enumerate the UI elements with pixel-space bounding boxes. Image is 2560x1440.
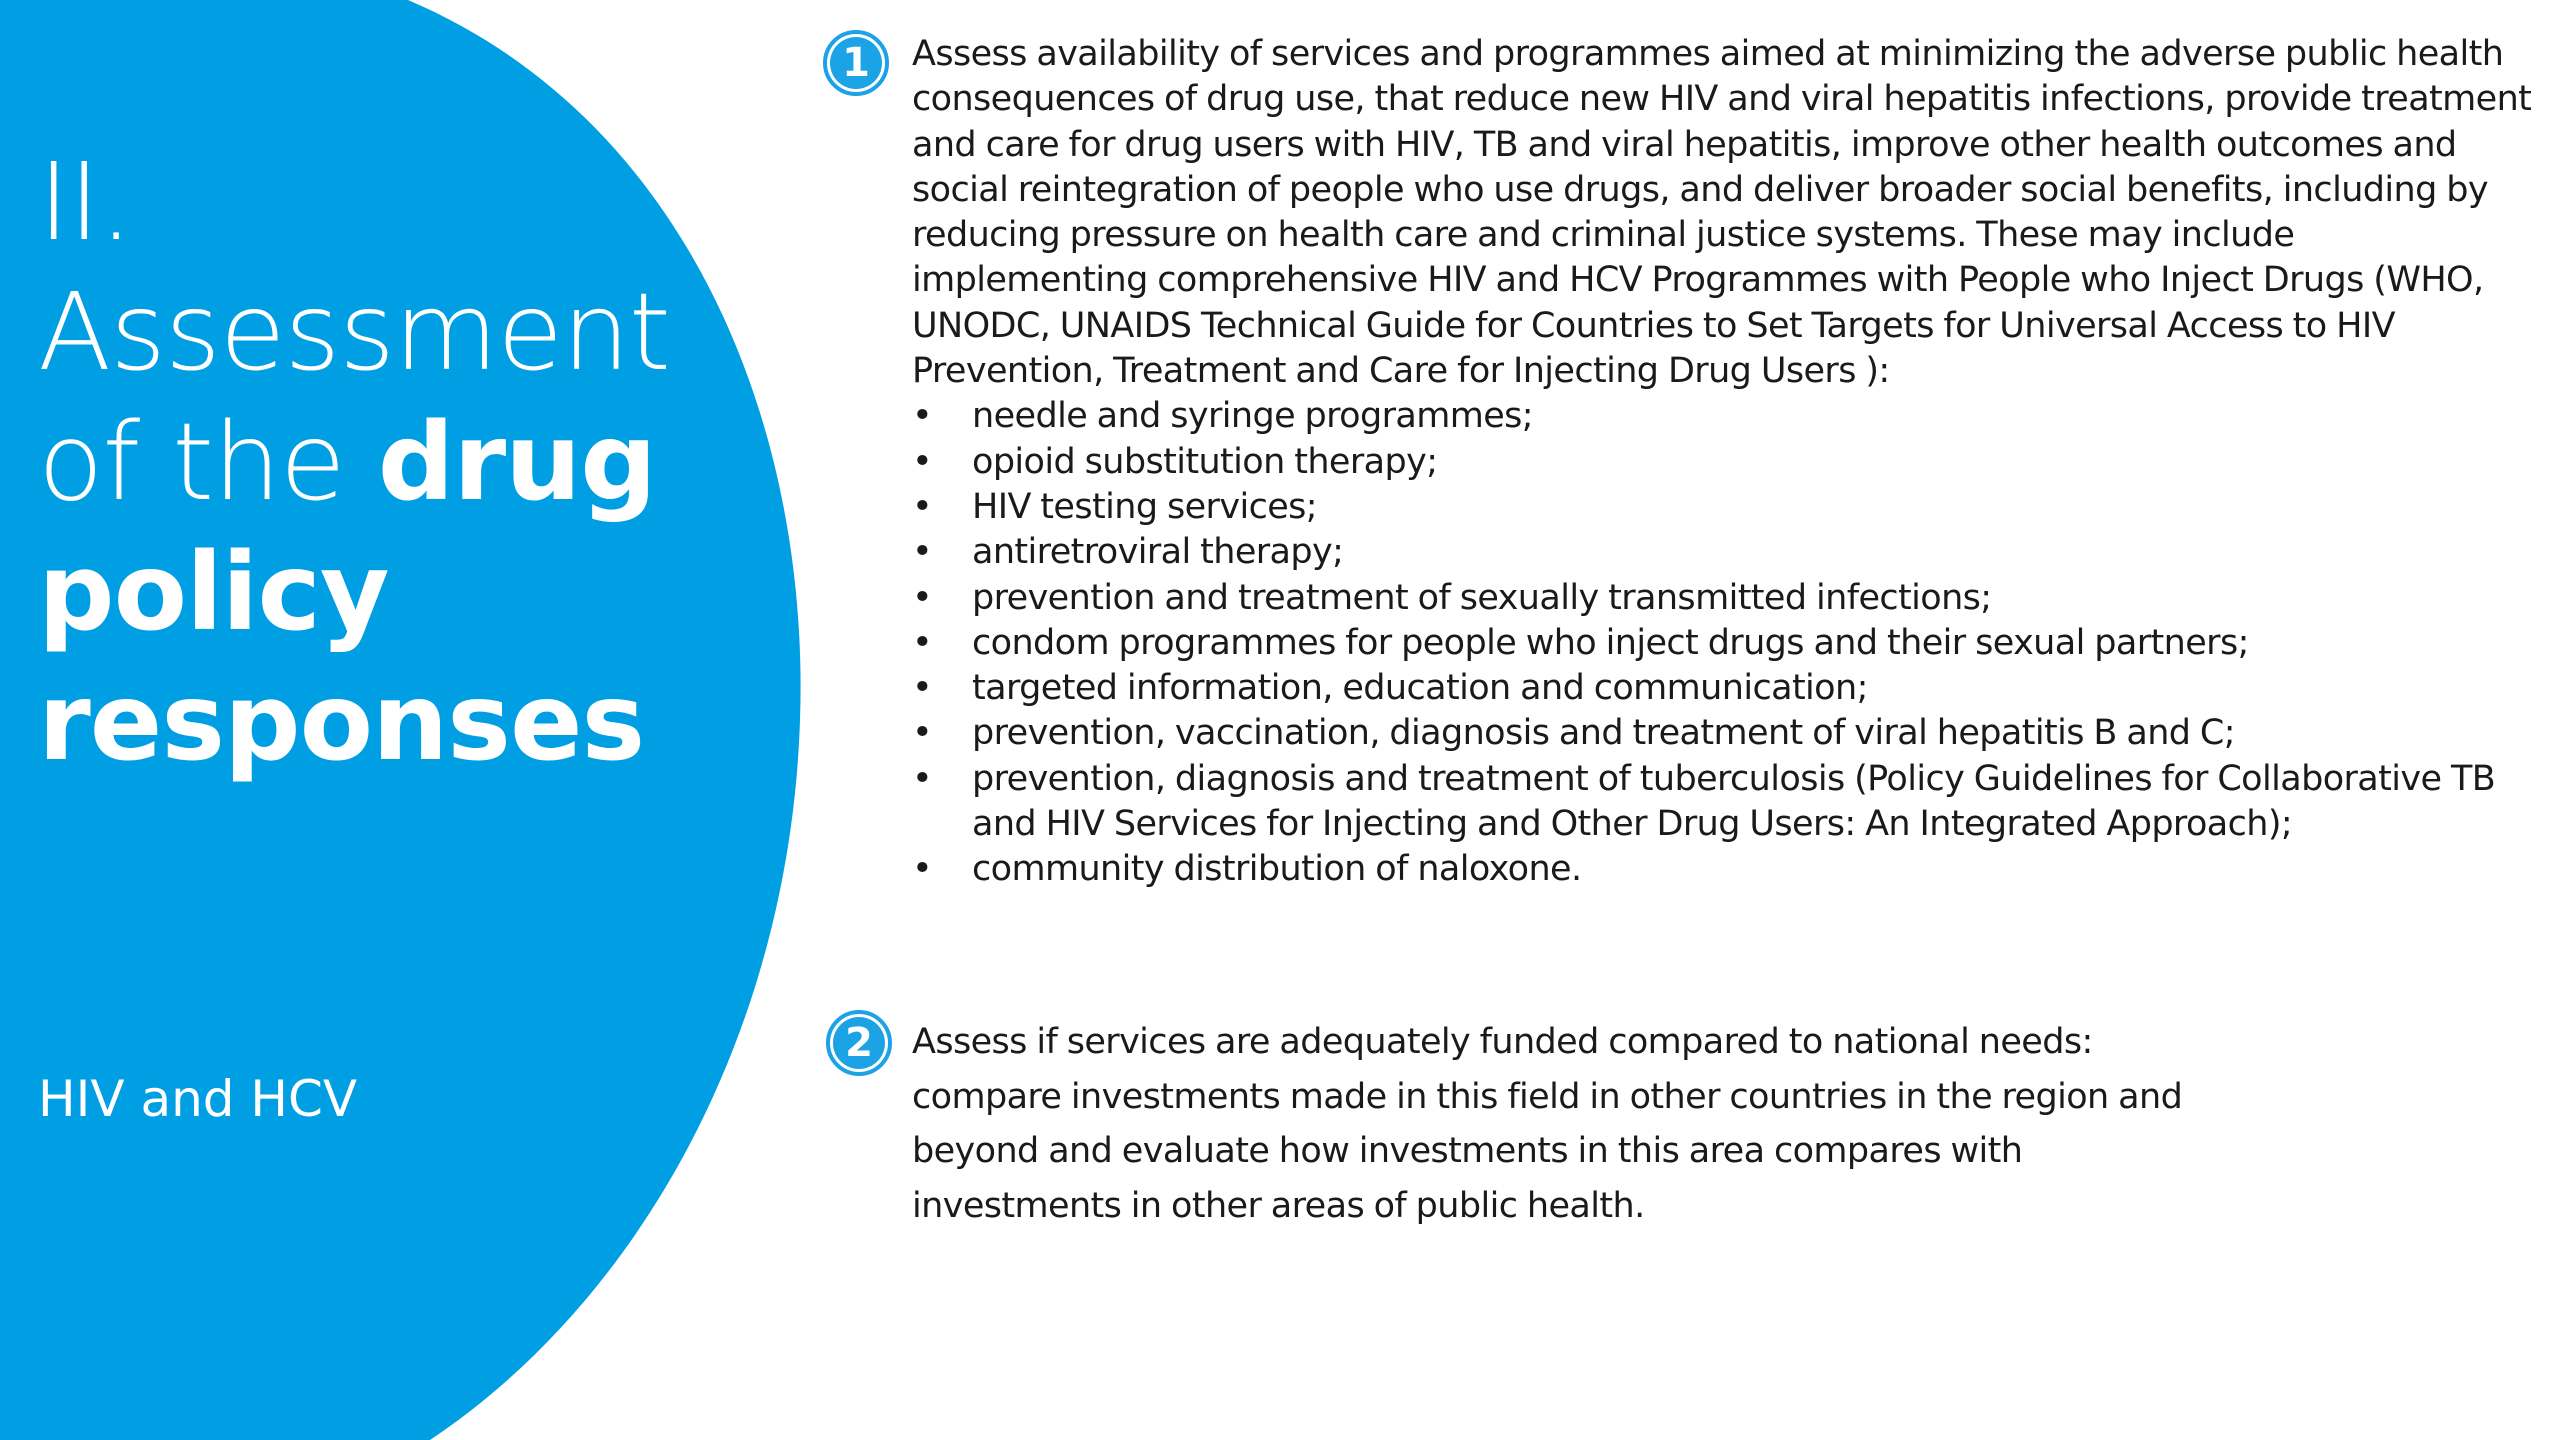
title-line-of-the-drug <box>38 398 738 528</box>
bullet-dot: • <box>912 441 933 482</box>
list-item <box>912 530 2532 575</box>
bullet-dot: • <box>912 668 933 709</box>
list-item-text: targeted information, education and communication; <box>972 668 1868 709</box>
bullet-dot: • <box>912 577 933 618</box>
list-item-text: prevention and treatment of sexually transmitted infections; <box>972 577 1992 618</box>
section-1-intro: Assess availability of services and programmes aimed at minimizing the adverse public health consequences of drug use, that reduce new HIV and viral hepatitis infections, provide treatment and care for drug users with HIV, TB and viral hepatitis, improve other health outcomes and social reintegration of people who use drugs, and deliver broader social benefits, including by reducing pressure on health care and criminal justice systems. These may include implementing comprehensive HIV and HCV Programmes with People who Inject Drugs (WHO, UNODC, UNAIDS Technical Guide for Countries to Set Targets for Universal Access to HIV Prevention, Treatment and Care for Injecting Drug Users ): <box>912 34 2532 392</box>
list-item <box>912 711 2532 756</box>
list-item-text: antiretroviral therapy; <box>972 532 1344 573</box>
bullet-dot: • <box>912 622 933 663</box>
list-item <box>912 666 2532 711</box>
list-item <box>912 440 2532 485</box>
bullet-dot: • <box>912 486 933 527</box>
list-item-text: needle and syringe programmes; <box>972 396 1533 437</box>
list-item <box>912 621 2532 666</box>
number-badge-2-label: 2 <box>833 1017 885 1069</box>
list-item-text: prevention, diagnosis and treatment of tuberculosis (Policy Guidelines for Collaborative TB and HIV Services for Injecting and Other Drug Users: An Integrated Approach); <box>972 758 2496 845</box>
number-badge-1 <box>823 30 889 96</box>
title-line-roman-numeral: II. <box>38 141 133 265</box>
list-item-text: opioid substitution therapy; <box>972 441 1438 482</box>
list-item-text: condom programmes for people who inject drugs and their sexual partners; <box>972 622 2249 663</box>
list-item <box>912 757 2532 848</box>
bullet-dot: • <box>912 396 933 437</box>
title-word-drug: drug <box>377 401 656 525</box>
bullet-dot: • <box>912 849 933 890</box>
list-item <box>912 394 2532 439</box>
section-2-content <box>912 1015 2212 1233</box>
bullet-dot: • <box>912 758 933 799</box>
list-item <box>912 847 2532 892</box>
list-item <box>912 576 2532 621</box>
number-badge-1-label: 1 <box>830 37 882 89</box>
section-subtitle: HIV and HCV <box>38 1070 358 1128</box>
list-item-text: community distribution of naloxone. <box>972 849 1582 890</box>
title-line-responses: responses <box>38 661 645 785</box>
section-2-text: Assess if services are adequately funded compared to national needs: compare investments made in this field in other countries in the region and beyond and evaluate how investments in this area compares with investments in other areas of public health. <box>912 1022 2183 1226</box>
bullet-dot: • <box>912 713 933 754</box>
title-line-of-the: of the <box>38 401 345 525</box>
number-badge-2 <box>826 1010 892 1076</box>
services-list <box>912 394 2532 892</box>
list-item-text: prevention, vaccination, diagnosis and treatment of viral hepatitis B and C; <box>972 713 2235 754</box>
title-line-policy: policy <box>38 531 389 655</box>
list-item <box>912 485 2532 530</box>
title-line-assessment: Assessment <box>38 271 670 395</box>
section-1-content <box>912 32 2532 893</box>
bullet-dot: • <box>912 532 933 573</box>
section-title <box>38 138 738 788</box>
list-item-text: HIV testing services; <box>972 486 1317 527</box>
